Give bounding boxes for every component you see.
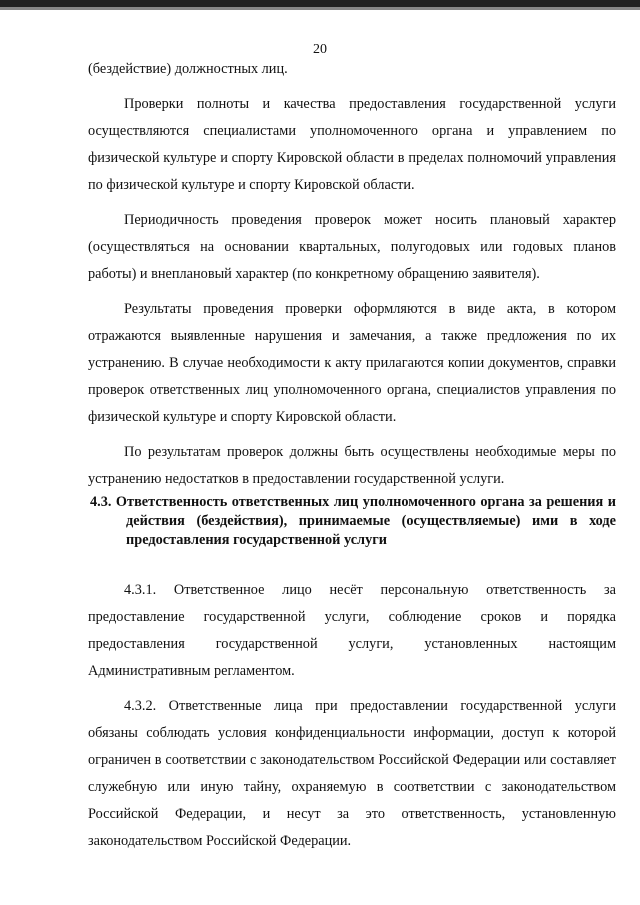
- paragraph-continuation: (бездействие) должностных лиц.: [88, 61, 288, 77]
- paragraph-inspections: Проверки полноты и качества предоставления государственной услуги осуществляются специалистами уполномоченного органа и управлением по физической культуре и спорту Кировской области в пределах полномочий управления по физической культуре и спорту Кировской области.: [88, 96, 616, 193]
- paragraph-measures: По результатам проверок должны быть осуществлены необходимые меры по устранению недостатков в предоставлении государственной услуги.: [88, 444, 616, 487]
- paragraph-4-3-1: 4.3.1. Ответственное лицо несёт персональную ответственность за предоставление государственной услуги, соблюдение сроков и порядка предоставления государственной услуги, установленных настоящим Административным регламентом.: [88, 582, 616, 679]
- page-number: 20: [313, 42, 327, 57]
- scan-top-border: [0, 0, 640, 7]
- paragraph-4-3-2: 4.3.2. Ответственные лица при предоставлении государственной услуги обязаны соблюдать условия конфиденциальности информации, доступ к которой ограничен в соответствии с законодательством Российской Федерации или составляет служебную или иную тайну, охраняемую в соответствии с законодательством Российской Федерации, и несут за это ответственность, установленную законодательством Российской Федерации.: [88, 698, 616, 849]
- document-body: [88, 56, 616, 855]
- paragraph-results: Результаты проведения проверки оформляются в виде акта, в котором отражаются выявленные нарушения и замечания, а также предложения по их устранению. В случае необходимости к акту прилагаются копии документов, справки проверок ответственных лиц уполномоченного органа, специалистов управления по физической культуре и спорту Кировской области.: [88, 301, 616, 425]
- section-heading-4-3: 4.3. Ответственность ответственных лиц уполномоченного органа за решения и действия (бездействия), принимаемые (осуществляемые) ими в ходе предоставления государственной услуги: [90, 494, 616, 548]
- paragraph-periodicity: Периодичность проведения проверок может носить плановый характер (осуществляться на основании квартальных, полугодовых или годовых планов работы) и внеплановый характер (по конкретному обращению заявителя).: [88, 212, 616, 282]
- scan-top-shadow: [0, 7, 640, 10]
